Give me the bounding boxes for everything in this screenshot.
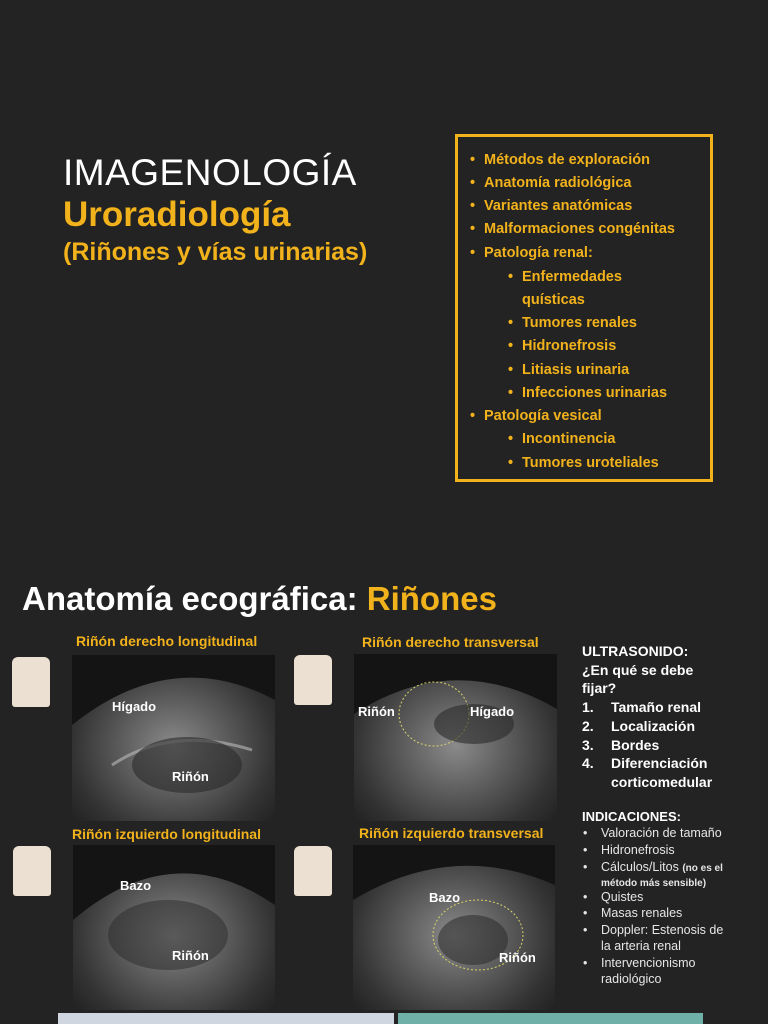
topic-item: • Patología vesical — [470, 408, 602, 424]
label-rinon: Riñón — [358, 704, 395, 719]
ultrasound-image — [72, 655, 275, 821]
bullet-icon: • — [583, 860, 588, 874]
ultrasound-item: 4. Diferenciación — [582, 755, 708, 771]
bullet-icon: • — [583, 956, 588, 970]
indication-item: • Masas renales — [583, 906, 683, 920]
label-bazo: Bazo — [120, 878, 152, 893]
label-rinon: Riñón — [172, 769, 209, 784]
next-slide-preview — [58, 1013, 394, 1024]
bullet-icon: • — [470, 408, 476, 424]
bullet-icon: • — [508, 315, 514, 331]
topic-subitem: • Incontinencia — [508, 431, 616, 447]
ultrasound-question: ¿En qué se debe — [582, 662, 694, 678]
torso-diagram-icon — [294, 846, 332, 896]
ultrasound-item: 1. Tamaño renal — [582, 699, 701, 715]
ultrasound-item: 2. Localización — [582, 718, 696, 734]
bullet-icon: • — [508, 385, 514, 401]
topic-item: • Anatomía radiológica — [470, 175, 632, 191]
caption-right-kidney-longitudinal: Riñón derecho longitudinal — [76, 633, 258, 649]
bullet-icon: • — [508, 455, 514, 471]
title-uroradiologia: Uroradiología — [63, 195, 291, 234]
indication-item: • Doppler: Estenosis de — [583, 923, 724, 937]
indication-item-continuation: método más sensible) — [601, 878, 707, 889]
topic-item: • Patología renal: — [470, 245, 593, 261]
topic-subitem: • Tumores renales — [508, 315, 637, 331]
indication-item-continuation: la arteria renal — [601, 939, 681, 953]
topic-subitem: • Infecciones urinarias — [508, 385, 668, 401]
indications-title: INDICACIONES: — [582, 809, 681, 824]
bullet-icon: • — [508, 362, 514, 378]
ultrasound-fan-icon — [72, 655, 275, 821]
topic-item: • Variantes anatómicas — [470, 198, 633, 214]
bullet-icon: • — [508, 269, 514, 285]
label-higado: Hígado — [112, 699, 157, 714]
caption-left-kidney-longitudinal: Riñón izquierdo longitudinal — [72, 826, 261, 842]
indication-item: • Hidronefrosis — [583, 843, 675, 857]
label-higado: Hígado — [470, 704, 515, 719]
torso-diagram-icon — [12, 657, 50, 707]
torso-diagram-icon — [294, 655, 332, 705]
ultrasound-question-cont: fijar? — [582, 680, 617, 696]
subtitle-rinones-vias: (Riñones y vías urinarias) — [63, 238, 368, 266]
indication-item-continuation: radiológico — [601, 972, 662, 986]
label-rinon: Riñón — [172, 948, 209, 963]
topics-box — [455, 134, 713, 482]
bullet-icon: • — [508, 431, 514, 447]
indication-item: • Cálculos/Litos (no es el — [583, 860, 723, 874]
ultrasound-image — [353, 845, 555, 1010]
ultrasound-item: 3. Bordes — [582, 737, 660, 753]
bullet-icon: • — [470, 221, 476, 237]
section-heading — [22, 580, 497, 618]
ultrasound-item-continuation: corticomedular — [611, 774, 713, 790]
topic-subitem-continuation: quísticas — [522, 292, 585, 308]
ultrasound-title: ULTRASONIDO: — [582, 643, 689, 659]
bullet-icon: • — [583, 843, 588, 857]
bullet-icon: • — [583, 906, 588, 920]
indication-item: • Valoración de tamaño — [583, 826, 722, 840]
topic-subitem: • Tumores uroteliales — [508, 455, 659, 471]
ultrasound-image — [73, 845, 275, 1010]
ultrasound-image — [354, 654, 557, 821]
caption-left-kidney-transversal: Riñón izquierdo transversal — [359, 825, 544, 841]
indication-item: • Quistes — [583, 890, 644, 904]
bullet-icon: • — [470, 245, 476, 261]
label-rinon: Riñón — [499, 950, 536, 965]
indication-item: • Intervencionismo — [583, 956, 696, 970]
bullet-icon: • — [583, 826, 588, 840]
topic-subitem: • Enfermedades — [508, 269, 622, 285]
topic-subitem: • Litiasis urinaria — [508, 362, 630, 378]
bullet-icon: • — [470, 152, 476, 168]
topic-item: • Métodos de exploración — [470, 152, 650, 168]
topic-subitem: • Hidronefrosis — [508, 338, 617, 354]
next-slide-preview-image — [398, 1013, 703, 1024]
ultrasound-fan-icon — [353, 845, 555, 1010]
topic-item: • Malformaciones congénitas — [470, 221, 675, 237]
ultrasound-fan-icon — [354, 654, 557, 821]
ultrasound-fan-icon — [73, 845, 275, 1010]
bullet-icon: • — [583, 923, 588, 937]
section-heading-yellow: Riñones — [366, 580, 497, 617]
bullet-icon: • — [583, 890, 588, 904]
bullet-icon: • — [470, 198, 476, 214]
torso-diagram-icon — [13, 846, 51, 896]
label-bazo: Bazo — [429, 890, 461, 905]
section-heading-white: Anatomía ecográfica: — [22, 580, 358, 617]
bullet-icon: • — [470, 175, 476, 191]
title-imagenologia: IMAGENOLOGÍA — [63, 152, 357, 193]
bullet-icon: • — [508, 338, 514, 354]
caption-right-kidney-transversal: Riñón derecho transversal — [362, 634, 539, 650]
